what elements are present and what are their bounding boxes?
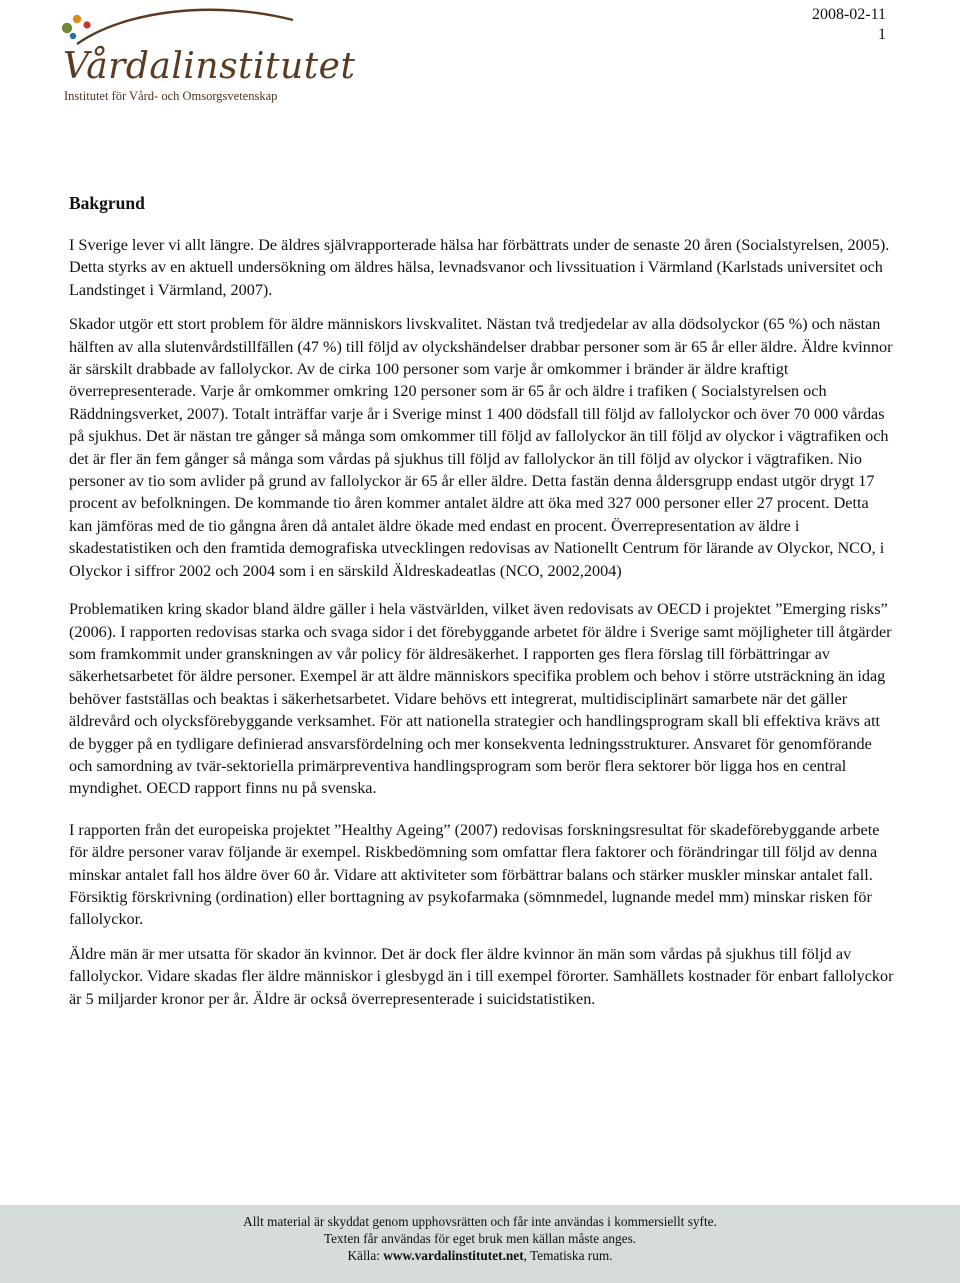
paragraph: I Sverige lever vi allt längre. De äldres självrapporterade hälsa har förbättrats under de senaste 20 åren (Socialstyrelsen, 2005). Detta styrks av en aktuell undersökning om äldres hälsa, levnadsvanor och livssituation i Värmland (Karlstads universitet och Landstinget i Värmland, 2007). bbox=[69, 236, 890, 299]
copyright-footer bbox=[0, 1205, 960, 1283]
vardalinstitutet-logo bbox=[55, 6, 356, 106]
paragraph: Äldre män är mer utsatta för skador än kvinnor. Det är dock fler äldre kvinnor än män som vårdas på sjukhus till följd av fallolyckor. Vidare skadas fler äldre människor i glesbygd än i till exempel förorter. Samhällets kostnader för enbart fallolyckor är 5 miljarder kronor per år. Äldre är också överrepresenterade i suicidstatistiken. bbox=[69, 944, 894, 1008]
website-link[interactable]: www.vardalinstitutet.net bbox=[383, 1248, 524, 1263]
footer-usage-line: Texten får användas för eget bruk men källan måste anges. bbox=[323, 1231, 637, 1246]
document-body bbox=[69, 234, 894, 1010]
logo-subtitle: Institutet för Vård- och Omsorgsvetenskap bbox=[64, 89, 278, 103]
footer-source-suffix: , Tematiska rum. bbox=[523, 1248, 613, 1263]
footer-copyright-line: Allt material är skyddat genom upphovsrätten och får inte användas i kommersiellt syfte. bbox=[243, 1214, 717, 1229]
paragraph: Skador utgör ett stort problem för äldre människors livskvalitet. Nästan två tredjedelar av alla dödsolyckor (65 %) och nästan hälften av alla slutenvårdstillfällen (47 %) till följd av olyckshändelser drabbar personer som är 65 år eller äldre. Äldre kvinnor är särskilt drabbade av fallolyckor. Av de cirka 100 personer som varje år omkommer i bränder är äldre kraftigt överrepresenterade. Varje år omkommer omkring 120 personer som är 65 år och äldre i trafiken ( Socialstyrelsen och Räddningsverket, 2007). Totalt inträffar varje år i Sverige minst 1 400 dödsfall till följd av fallolyckor och över 70 000 vårdas på sjukhus. Det är nästan tre gånger så många som omkommer till följd av fallolyckor än till följd av olyckor i vägtrafiken och det är fler än fem gånger så många som vårdas på sjukhus till följd av fallolyckor än till följd av olyckor i vägtrafiken. Nio personer av tio som avlider på grund av fallolyckor är 65 år eller äldre. Detta fastän denna åldersgrupp endast utgör drygt 17 procent av befolkningen. De kommande tio åren kommer antalet äldre att öka med 327 000 personer eller 27 procent. Detta kan jämföras med de tio gångna åren då antalet äldre ökade med endast en procent. Överrepresentation av äldre i skadestatistiken och den framtida demografiska utvecklingen redovisas av Nationellt Centrum för lärande av Olyckor, NCO, i Olyckor i siffror 2002 och 2004 som i en särskild Äldreskadeatlas (NCO, 2002,2004) bbox=[69, 315, 893, 580]
logo-title: Vårdalinstitutet bbox=[63, 46, 356, 87]
section-title: Bakgrund bbox=[69, 193, 145, 213]
document-date: 2008-02-11 bbox=[811, 6, 886, 23]
footer-source-prefix: Källa: bbox=[347, 1248, 384, 1263]
page-number: 1 bbox=[878, 26, 886, 43]
paragraph: Problematiken kring skador bland äldre gäller i hela västvärlden, vilket även redovisats av OECD i projektet ”Emerging risks” (2006). I rapporten redovisas starka och svaga sidor i det förebyggande arbetet för äldre i Sverige samt möjligheter till åtgärder som framkommit under granskningen av vår policy för äldresäkerhet. I rapporten ges flera förslag till förbättringar av säkerhetsarbetet för äldre personer. Exempel är att äldre människors specifika problem och behov i större utsträckning än idag behöver fastställas och beaktas i säkerhetsarbetet. Vidare behövs ett integrerat, multidisciplinärt samarbete när det gäller äldrevård och olycksförebyggande verksamhet. För att nationella strategier och handlingsprogram skall bli effektiva krävs att de bygger på en tydligare definierad ansvarsfördelning och mer konsekventa ledningsstrukturer. Ansvaret för genomförande och samordning av tvär-sektoriella primärpreventiva handlingsprogram som berör flera sektorer bör ligga hos en central myndighet. OECD rapport finns nu på svenska. bbox=[69, 600, 892, 798]
footer-source-line bbox=[0, 1247, 960, 1264]
paragraph: I rapporten från det europeiska projektet ”Healthy Ageing” (2007) redovisas forskningsresultat för skadeförebyggande arbete för äldre personer varav följande är exempel. Riskbedömning som omfattar flera faktorer och förändringar till följd av denna minskar antalet fall hos äldre över 60 år. Vidare att aktiviteter som förbättrar balans och stärker muskler minskar antalet fall. Försiktig förskrivning (ordination) eller borttagning av psykofarmaka (sömnmedel, lugnande medel mm) minskar risken för fallolyckor. bbox=[69, 820, 880, 929]
